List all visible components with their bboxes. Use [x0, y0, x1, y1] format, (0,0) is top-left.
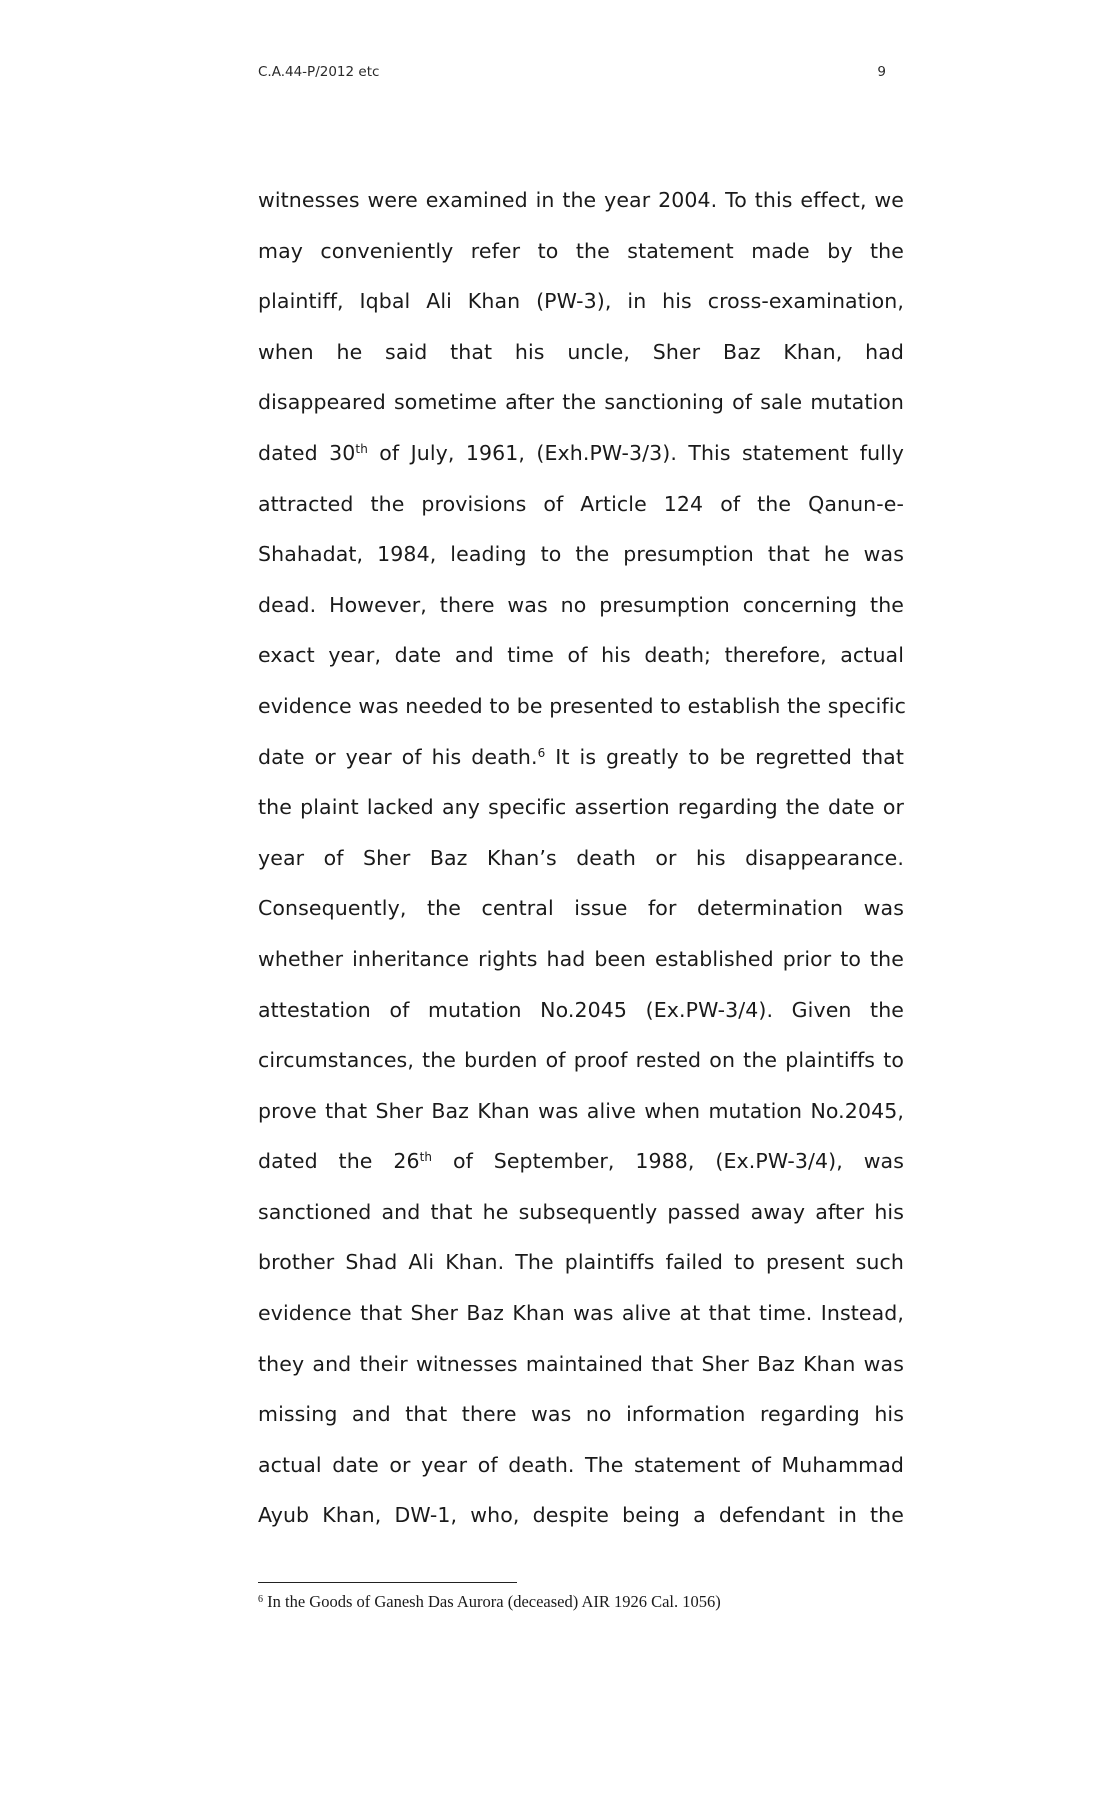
text-line [258, 1237, 904, 1288]
text-line [258, 782, 904, 833]
text-segment: evidence that Sher Baz Khan was alive at that time. Instead, [258, 1301, 904, 1326]
text-segment: missing and that there was no information regarding his [258, 1402, 904, 1427]
text-line [258, 883, 904, 934]
footnote-divider [258, 1582, 517, 1583]
text-segment: year of Sher Baz Khan’s death or his disappearance. [258, 845, 904, 870]
text-segment: Shahadat, 1984, leading to the presumption that he was [258, 542, 904, 567]
text-line [258, 1490, 904, 1541]
text-segment: disappeared sometime after the sanctioning of sale mutation [258, 390, 904, 415]
text-line [258, 1339, 904, 1390]
text-line [258, 226, 904, 277]
text-segment: actual date or year of death. The statement of Muhammad [258, 1452, 904, 1477]
text-line [258, 377, 904, 428]
text-segment: date or year of his death. [258, 744, 538, 769]
text-segment: the plaint lacked any specific assertion regarding the date or [258, 795, 904, 820]
text-segment: attracted the provisions of Article 124 of the Qanun-e- [258, 491, 904, 516]
text-segment: witnesses were examined in the year 2004. To this effect, we [258, 188, 904, 212]
text-line [258, 529, 904, 580]
footnote-text: In the Goods of Ganesh Das Aurora (deceased) AIR 1926 Cal. 1056) [263, 1592, 721, 1611]
superscript: th [419, 1150, 433, 1165]
text-line [258, 681, 904, 732]
text-segment: dated the 26 [258, 1149, 420, 1174]
text-segment: they and their witnesses maintained that Sher Baz Khan was [258, 1351, 904, 1376]
text-segment: plaintiff, Iqbal Ali Khan (PW-3), in his cross-examination, [258, 289, 904, 314]
page-number: 9 [877, 64, 886, 80]
text-line [258, 428, 904, 479]
text-segment: whether inheritance rights had been established prior to the [258, 946, 904, 971]
text-line [258, 1389, 904, 1440]
text-line [258, 175, 904, 226]
footnote-marker: 6 [258, 1594, 263, 1605]
text-segment: brother Shad Ali Khan. The plaintiffs failed to present such [258, 1250, 904, 1275]
text-segment: of September, 1988, (Ex.PW-3/4), was [432, 1149, 904, 1174]
text-line [258, 985, 904, 1036]
text-segment: It is greatly to be regretted that [545, 744, 904, 769]
text-line [258, 630, 904, 681]
superscript: 6 [537, 745, 546, 760]
text-line [258, 732, 904, 783]
text-segment: of July, 1961, (Exh.PW-3/3). This statement fully [367, 440, 905, 465]
text-segment: evidence was needed to be presented to establish the specific [258, 693, 906, 718]
text-line [258, 934, 904, 985]
text-segment: exact year, date and time of his death; therefore, actual [258, 643, 904, 668]
text-line [258, 1035, 904, 1086]
text-line [258, 1440, 904, 1491]
case-number: C.A.44-P/2012 etc [258, 64, 380, 80]
text-line [258, 1288, 904, 1339]
text-segment: Consequently, the central issue for determination was [258, 896, 904, 921]
footnote [258, 1592, 918, 1612]
text-segment: sanctioned and that he subsequently passed away after his [258, 1199, 904, 1224]
text-line [258, 833, 904, 884]
text-segment: attestation of mutation No.2045 (Ex.PW-3/4). Given the [258, 997, 904, 1022]
text-line [258, 1187, 904, 1238]
text-line [258, 327, 904, 378]
text-line [258, 276, 904, 327]
judgment-paragraph [258, 175, 904, 1541]
superscript: th [355, 441, 368, 456]
text-segment: prove that Sher Baz Khan was alive when mutation No.2045, [258, 1098, 904, 1123]
text-line [258, 1136, 904, 1187]
text-segment: may conveniently refer to the statement made by the [258, 238, 904, 263]
text-line [258, 1086, 904, 1137]
text-line [258, 580, 904, 631]
text-line [258, 479, 904, 530]
text-segment: when he said that his uncle, Sher Baz Khan, had [258, 339, 904, 364]
text-segment: Ayub Khan, DW-1, who, despite being a defendant in the [258, 1503, 904, 1528]
text-segment: dated 30 [258, 440, 356, 465]
text-segment: dead. However, there was no presumption concerning the [258, 592, 904, 617]
text-segment: circumstances, the burden of proof rested on the plaintiffs to [258, 1048, 904, 1073]
